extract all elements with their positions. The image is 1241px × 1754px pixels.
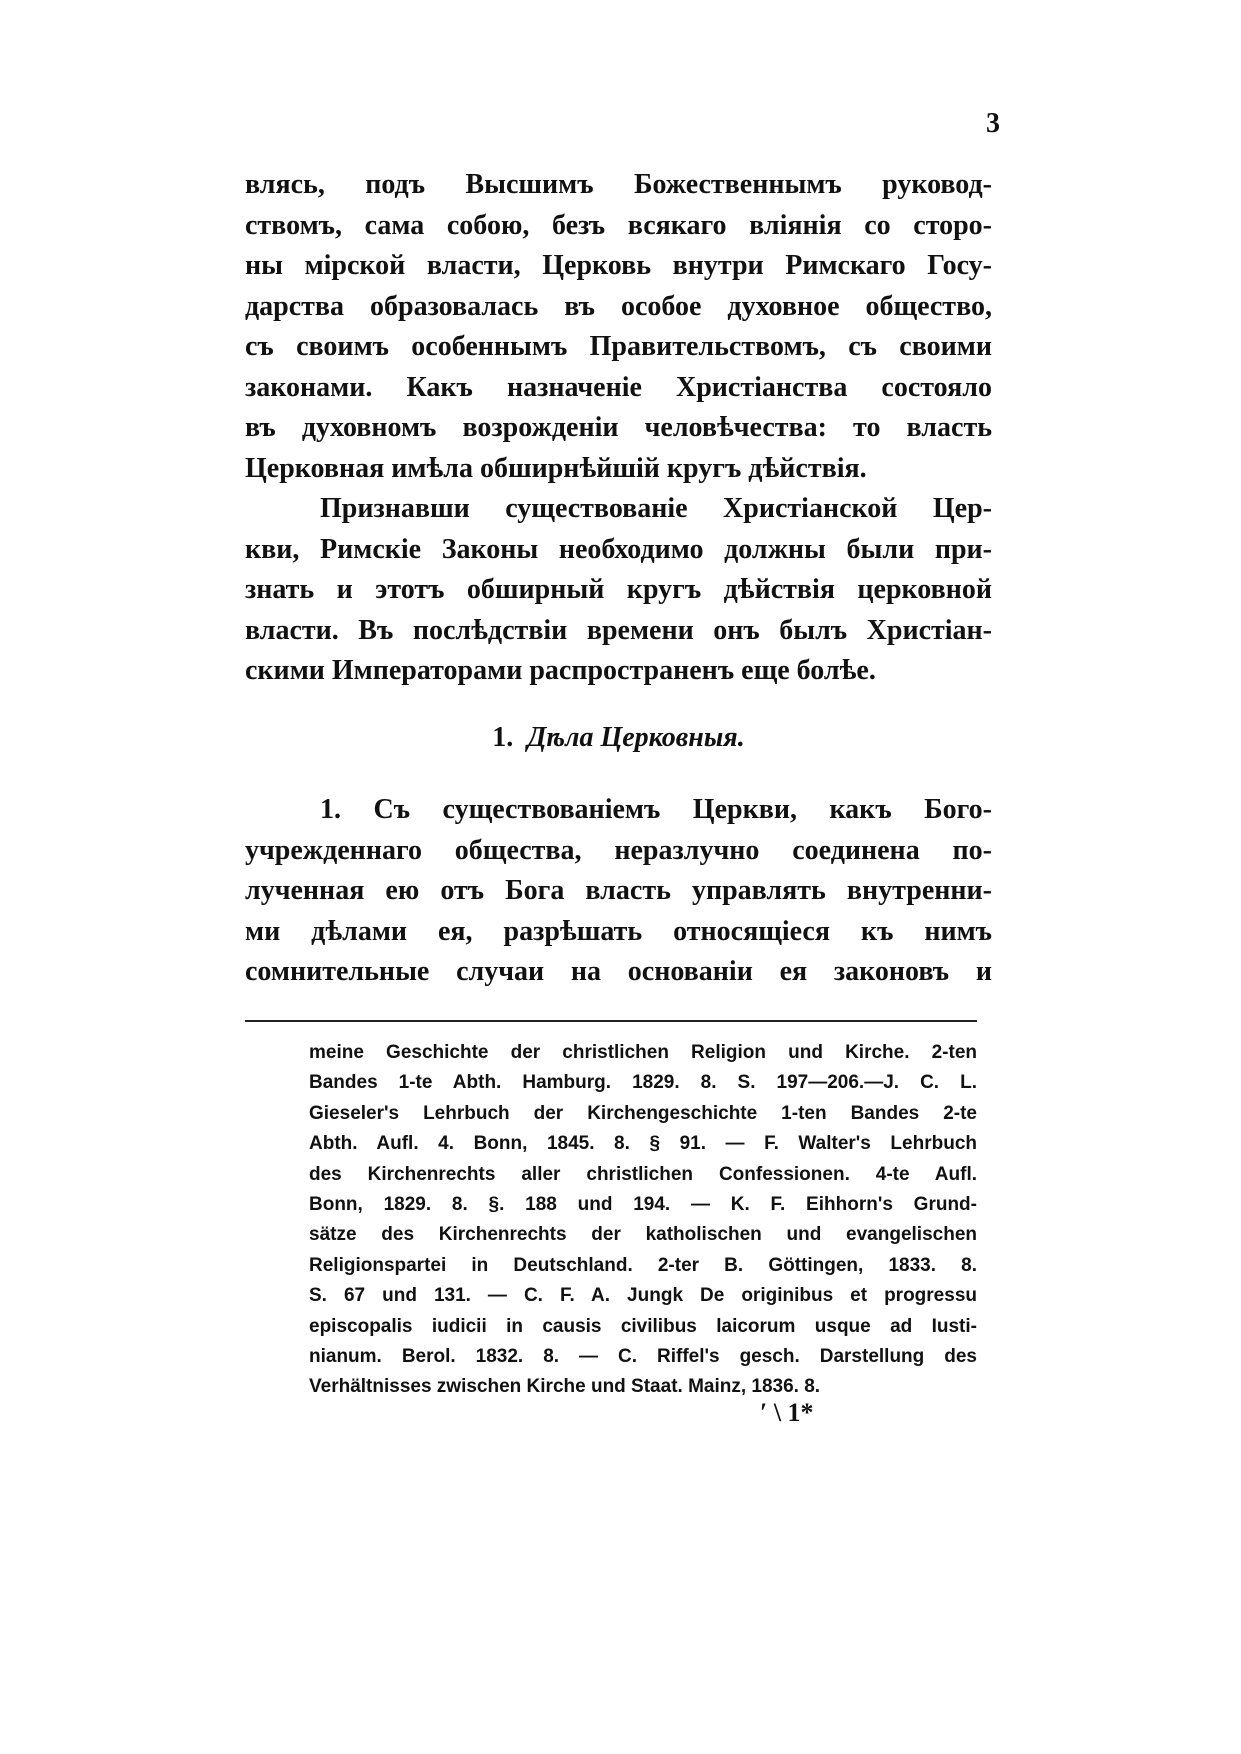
footnote (309, 1038, 977, 1403)
footnote-line: Gieseler's Lehrbuch der Kirchengeschichte 1-ten Bandes 2-te (309, 1102, 977, 1124)
text-line: Признавши существованіе Христіанской Цер- (320, 493, 992, 524)
page-number: 3 (986, 108, 1000, 139)
footnote-divider (245, 1020, 977, 1022)
footnote-line: Bonn, 1829. 8. §. 188 und 194. — K. F. Eihhorn's Grund- (309, 1193, 977, 1215)
main-text (245, 165, 992, 692)
footnote-line: nianum. Berol. 1832. 8. — C. Riffel's gesch. Darstellung des (309, 1345, 977, 1367)
footnote-line: des Kirchenrechts aller christlichen Confessionen. 4-te Aufl. (309, 1163, 977, 1185)
text-line: лученная ею отъ Бога власть управлять внутренни- (245, 875, 992, 906)
footnote-line: Verhältnisses zwischen Kirche und Staat. Mainz, 1836. 8. (309, 1376, 821, 1398)
text-line: въ духовномъ возрожденіи человѣчества: то власть (245, 412, 992, 443)
section-number: 1. (492, 722, 514, 753)
text-line: ствомъ, сама собою, безъ всякаго вліянія со сторо- (245, 209, 992, 241)
text-line: 1. Съ существованіемъ Церкви, какъ Бого- (320, 794, 992, 825)
footnote-line: Bandes 1-te Abth. Hamburg. 1829. 8. S. 197—206.—J. C. L. (309, 1072, 977, 1094)
text-line: законами. Какъ назначеніе Христіанства состояло (245, 371, 992, 403)
text-line: Церковная имѣла обширнѣйшій кругъ дѣйствія. (245, 452, 867, 484)
footnote-line: meine Geschichte der christlichen Religion und Kirche. 2-ten (309, 1042, 977, 1063)
text-line: скими Императорами распространенъ еще болѣе. (245, 655, 876, 686)
text-line: влясь, подъ Высшимъ Божественнымъ руковод- (245, 169, 992, 200)
paragraph-section-1 (245, 790, 992, 993)
footnote-line: Religionspartei in Deutschland. 2-ter B. Göttingen, 1833. 8. (309, 1254, 977, 1276)
text-line: знать и этотъ обширный кругъ дѣйствія церковной (245, 574, 992, 605)
footnote-line: Abth. Aufl. 4. Bonn, 1845. 8. § 91. — F. Walter's Lehrbuch (309, 1133, 977, 1155)
text-line: съ своимъ особеннымъ Правительствомъ, съ своими (245, 331, 992, 362)
text-line: власти. Въ послѣдствіи времени онъ былъ Христіан- (245, 614, 992, 646)
text-line: учрежденнаго общества, неразлучно соединена по- (245, 834, 992, 866)
section-heading (245, 722, 992, 754)
text-line: дарства образовалась въ особое духовное общество, (245, 290, 992, 322)
section-title: Дѣла Церковныя. (527, 722, 745, 753)
text-line: кви, Римскіе Законы необходимо должны были при- (245, 533, 992, 565)
footnote-line: episcopalis iudicii in causis civilibus laicorum usque ad Iusti- (309, 1315, 977, 1337)
text-line: ми дѣлами ея, разрѣшать относящіеся къ нимъ (245, 915, 992, 947)
text-line: сомнительные случаи на основаніи ея законовъ и (245, 956, 992, 987)
footnote-line: sätze des Kirchenrechts der katholischen und evangelischen (309, 1224, 977, 1246)
text-line: ны мірской власти, Церковь внутри Римскаго Госу- (245, 250, 992, 281)
printer-signature-mark: ′ \ 1* (760, 1398, 814, 1427)
footnote-line: S. 67 und 131. — C. F. A. Jungk De originibus et progressu (309, 1285, 977, 1307)
